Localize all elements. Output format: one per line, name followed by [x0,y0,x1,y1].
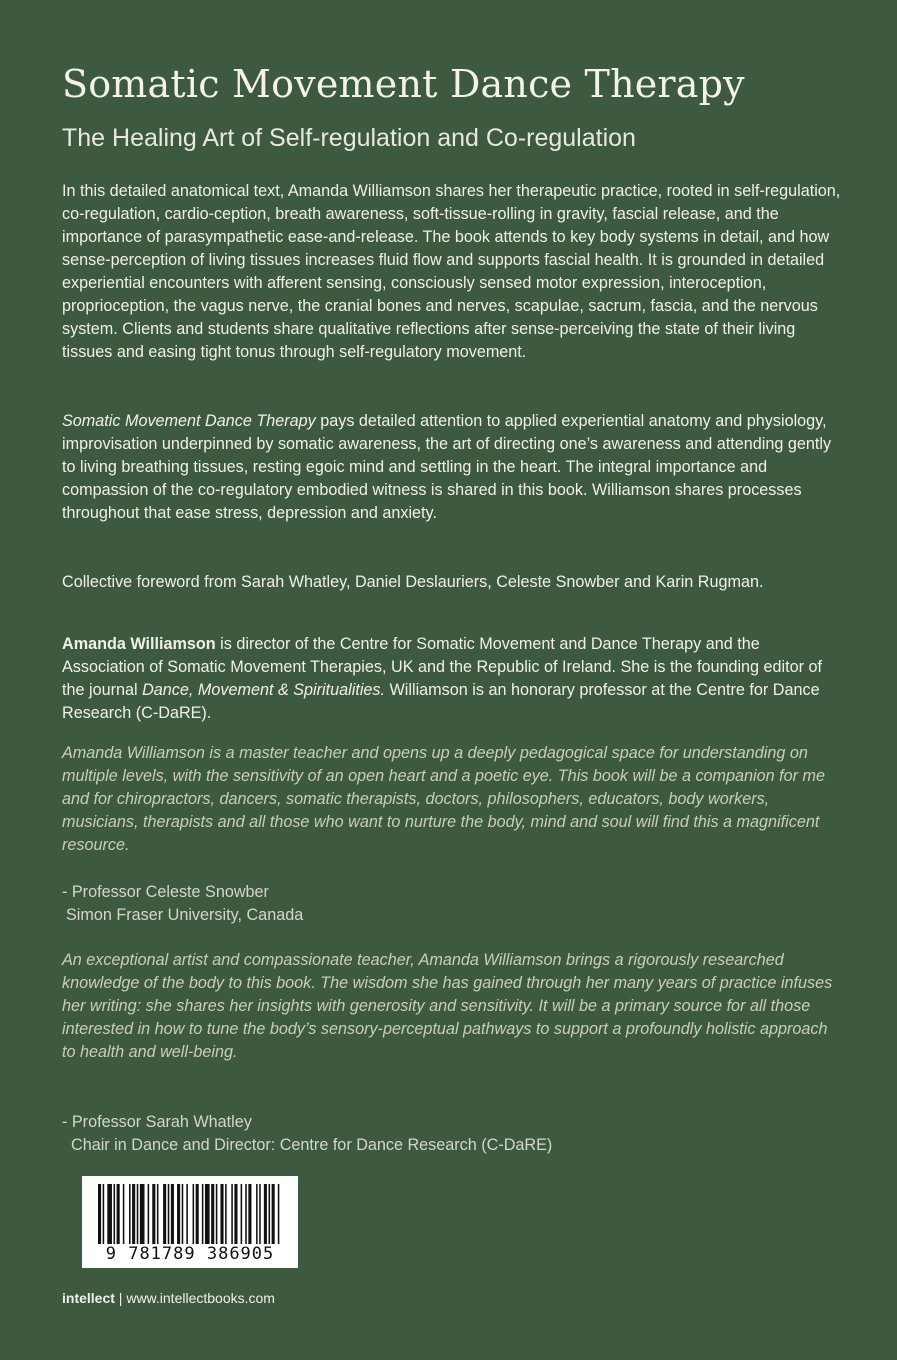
description-paragraph-2 [62,410,842,525]
barcode-bar [137,1184,139,1244]
barcode-bar [231,1184,233,1244]
barcode-bar [157,1184,159,1244]
endorsement-author-1: - Professor Celeste Snowber [62,883,269,901]
barcode-bar [269,1184,271,1244]
book-title: Somatic Movement Dance Therapy [62,62,745,106]
barcode-bar [129,1184,131,1244]
journal-title: Dance, Movement & Spiritualities. [142,681,386,699]
barcode-bar [152,1184,155,1244]
barcode-bar [196,1184,199,1244]
barcode-bar [186,1184,188,1244]
foreword-credit: Collective foreword from Sarah Whatley, Daniel Deslauriers, Celeste Snowber and Karin Rugman. [62,573,764,591]
barcode-bar [182,1184,184,1244]
barcode-bar [140,1184,145,1244]
barcode-bar [272,1184,275,1244]
endorsement-quote-1: Amanda Williamson is a master teacher and opens up a deeply pedagogical space for understanding on multiple levels, with the sensitivity of an open heart and a poetic eye. This book will be a companion for me and for chiropractors, dancers, somatic therapists, doctors, philosophers, educators, body workers, musicians, therapists and all those who want to nurture the body, mind and soul will find this a magnificent resource. [62,744,826,854]
barcode-bar [117,1184,120,1244]
barcode-bar [171,1184,174,1244]
barcode-bar [148,1184,150,1244]
barcode-bar [163,1184,166,1244]
barcode-bar [245,1184,247,1244]
barcode-bar [114,1184,116,1244]
barcode-bar [248,1184,251,1244]
endorsement-author-2: - Professor Sarah Whatley [62,1113,252,1131]
author-name: Amanda Williamson [62,635,216,653]
barcode-bar [220,1184,223,1244]
footer-separator: | [114,1290,127,1306]
barcode-bar [193,1184,195,1244]
barcode-bar [259,1184,261,1244]
barcode-bar [234,1184,237,1244]
barcode-bar [216,1184,218,1244]
endorsement-quote-2: An exceptional artist and compassionate teacher, Amanda Williamson brings a rigorously researched knowledge of the body to this book. The wisdom she has gained through her many years of practice infuses her writing: she shares her insights with generosity and sensitivity. It will be a primary source for all those interested in how to tune the body’s sensory-perceptual pathways to support a profoundly holistic approach to health and well-being. [62,951,833,1061]
barcode-bar [168,1184,170,1244]
barcode-bar [107,1184,112,1244]
endorsement-affiliation-2: Chair in Dance and Director: Centre for Dance Research (C-DaRE) [71,1136,553,1154]
author-bio [62,633,842,725]
barcode-bar [264,1184,267,1244]
description-book-title: Somatic Movement Dance Therapy [62,412,316,430]
isbn-barcode [82,1176,298,1268]
barcode-bar [205,1184,210,1244]
barcode-bar [278,1184,280,1244]
author-bio-text-2: Williamson is an honorary professor at the Centre for Dance Research (C-DaRE). [62,681,820,722]
barcode-bar [132,1184,135,1244]
barcode-bar [98,1184,101,1244]
barcode-bar [256,1184,258,1244]
endorsement-affiliation-1: Simon Fraser University, Canada [66,906,304,924]
isbn-number: 9 781789 386905 [105,1244,275,1264]
barcode-bar [123,1184,125,1244]
author-bio-text-1: is director of the Centre for Somatic Movement and Dance Therapy and the Association of Somatic Movement Therapies, UK and the Republic of Ireland. She is the founding editor of the journal [62,635,823,699]
book-subtitle: The Healing Art of Self-regulation and Co-regulation [62,124,636,152]
barcode-bar [103,1184,105,1244]
barcode-bar [202,1184,204,1244]
publisher-footer [62,1290,275,1306]
barcode-bar [211,1184,214,1244]
barcode-bar [177,1184,180,1244]
publisher-url[interactable]: www.intellectbooks.com [126,1290,275,1306]
publisher-name: intellect [62,1290,115,1306]
barcode-bar [225,1184,227,1244]
description-paragraph-2-text: pays detailed attention to applied experiential anatomy and physiology, improvisation underpinned by somatic awareness, the art of directing one’s awareness and attending gently to living breathing tissues, resting egoic mind and settling in the heart. The integral importance and compassion of the co-regulatory embodied witness is shared in this book. Williamson shares processes throughout that ease stress, depression and anxiety. [62,412,832,522]
description-paragraph-1: In this detailed anatomical text, Amanda Williamson shares her therapeutic practice, rooted in self-regulation, co-regulation, cardio-ception, breath awareness, soft-tissue-rolling in gravity, fascial release, and the importance of parasympathetic ease-and-release. The book attends to key body systems in detail, and how sense-perception of living tissues increases fluid flow and supports fascial health. It is grounded in detailed experiential encounters with afferent sensing, consciously sensed motor expression, interoception, proprioception, the vagus nerve, the cranial bones and nerves, scapulae, sacrum, fascia, and the nervous system. Clients and students share qualitative reflections after sense-perceiving the state of their living tissues and easing tight tonus through self-regulatory movement. [62,182,841,361]
barcode-bar [241,1184,243,1244]
